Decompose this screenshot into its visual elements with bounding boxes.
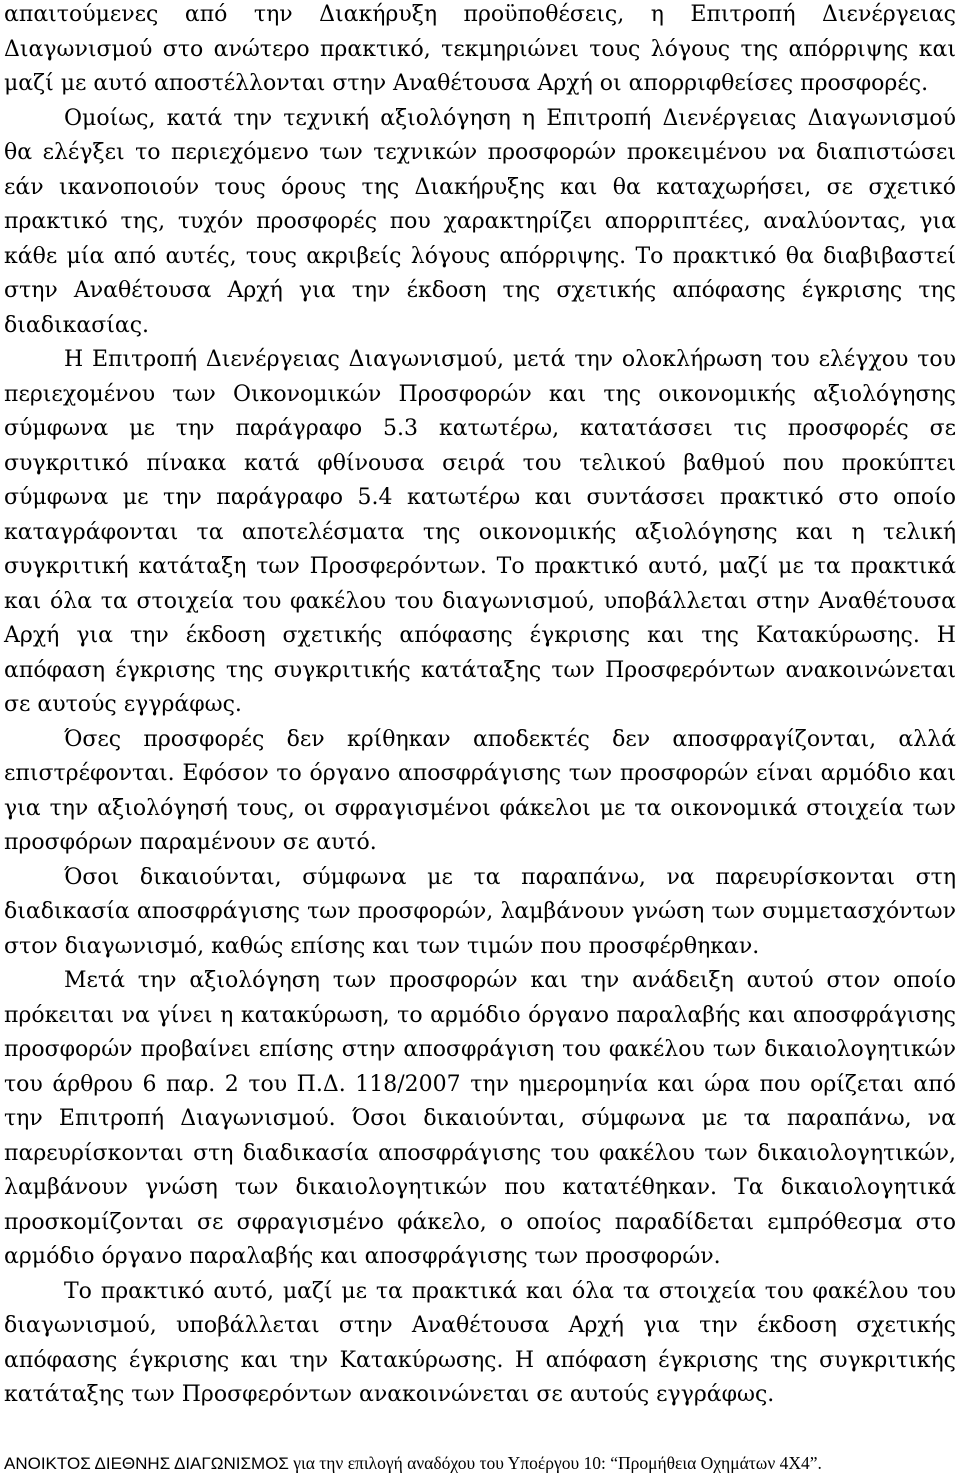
- document-body: [4, 0, 956, 1413]
- page-footer: [4, 1452, 960, 1475]
- paragraph-4: Όσες προσφορές δεν κρίθηκαν αποδεκτές δεν αποσφραγίζονται, αλλά επιστρέφονται. Εφόσον το όργανο αποσφράγισης των προσφορών είναι αρμόδιο και για την αξιολόγησή τους, οι σφραγισμένοι φάκελοι με τα οικονομικά στοιχεία των προσφόρων παραμένουν σε αυτό.: [4, 726, 956, 855]
- paragraph-3: Η Επιτροπή Διενέργειας Διαγωνισμού, μετά την ολοκλήρωση του ελέγχου του περιεχομένου των Οικονομικών Προσφορών και της οικονομικής αξιολόγησης σύμφωνα με την παράγραφο 5.3 κατωτέρω, κατατάσσει τις προσφορές σε συγκριτικό πίνακα κατά φθίνουσα σειρά του τελικού βαθμού που προκύπτει σύμφωνα με την παράγραφο 5.4 κατωτέρω και συντάσσει πρακτικό στο οποίο καταγράφονται τα αποτελέσματα της οικονομικής αξιολόγησης και η τελική συγκριτική κατάταξη των Προσφερόντων. Το πρακτικό αυτό, μαζί με τα πρακτικά και όλα τα στοιχεία του φακέλου του διαγωνισμού, υποβάλλεται στην Αναθέτουσα Αρχή για την έκδοση σχετικής απόφασης έγκρισης και της Κατακύρωσης. Η απόφαση έγκρισης της συγκριτικής κατάταξης των Προσφερόντων ανακοινώνεται σε αυτούς εγγράφως.: [4, 347, 956, 717]
- footer-description: για την επιλογή αναδόχου του Υποέργου 10: “Προμήθεια Οχημάτων 4Χ4”.: [288, 1453, 822, 1473]
- paragraph-1: απαιτούμενες από την Διακήρυξη προϋποθέσεις, η Επιτροπή Διενέργειας Διαγωνισμού στο ανώτερο πρακτικό, τεκμηριώνει τους λόγους της απόρριψης και μαζί με αυτό αποστέλλονται στην Αναθέτουσα Αρχή οι απορριφθείσες προσφορές.: [4, 2, 956, 96]
- paragraph-7: Το πρακτικό αυτό, μαζί με τα πρακτικά και όλα τα στοιχεία του φακέλου του διαγωνισμού, υποβάλλεται στην Αναθέτουσα Αρχή για την έκδοση σχετικής απόφασης έγκρισης και την Κατακύρωσης. Η απόφαση έγκρισης της συγκριτικής κατάταξης των Προσφερόντων ανακοινώνεται σε αυτούς εγγράφως.: [4, 1278, 956, 1407]
- paragraph-5: Όσοι δικαιούνται, σύμφωνα με τα παραπάνω, να παρευρίσκονται στη διαδικασία αποσφράγισης των προσφορών, λαμβάνουν γνώση των συμμετασχόντων στον διαγωνισμό, καθώς επίσης και των τιμών που προσφέρθηκαν.: [4, 864, 956, 959]
- paragraph-2: Ομοίως, κατά την τεχνική αξιολόγηση η Επιτροπή Διενέργειας Διαγωνισμού θα ελέγξει το περιεχόμενο των τεχνικών προσφορών προκειμένου να διαπιστώσει εάν ικανοποιούν τους όρους της Διακήρυξης και θα καταχωρήσει, σε σχετικό πρακτικό της, τυχόν προσφορές που χαρακτηρίζει απορριπτέες, αναλύοντας, για κάθε μία από αυτές, τους ακριβείς λόγους απόρριψης. Το πρακτικό θα διαβιβαστεί στην Αναθέτουσα Αρχή για την έκδοση της σχετικής απόφασης έγκρισης της διαδικασίας.: [4, 105, 956, 338]
- paragraph-6: Μετά την αξιολόγηση των προσφορών και την ανάδειξη αυτού στον οποίο πρόκειται να γίνει η κατακύρωση, το αρμόδιο όργανο παραλαβής και αποσφράγισης προσφορών προβαίνει επίσης στην αποσφράγιση του φακέλου των δικαιολογητικών του άρθρου 6 παρ. 2 του Π.Δ. 118/2007 την ημερομηνία και ώρα που ορίζεται από την Επιτροπή Διαγωνισμού. Όσοι δικαιούνται, σύμφωνα με τα παραπάνω, να παρευρίσκονται στη διαδικασία αποσφράγισης του φακέλου των δικαιολογητικών, λαμβάνουν γνώση των δικαιολογητικών που κατατέθηκαν. Τα δικαιολογητικά προσκομίζονται σε σφραγισμένο φάκελο, ο οποίος παραδίδεται εμπρόθεσμα στο αρμόδιο όργανο παραλαβής και αποσφράγισης των προσφορών.: [4, 968, 956, 1269]
- footer-tender-type: ΑΝΟΙΚΤΟΣ ΔΙΕΘΝΗΣ ΔΙΑΓΩΝΙΣΜΟΣ: [4, 1454, 289, 1473]
